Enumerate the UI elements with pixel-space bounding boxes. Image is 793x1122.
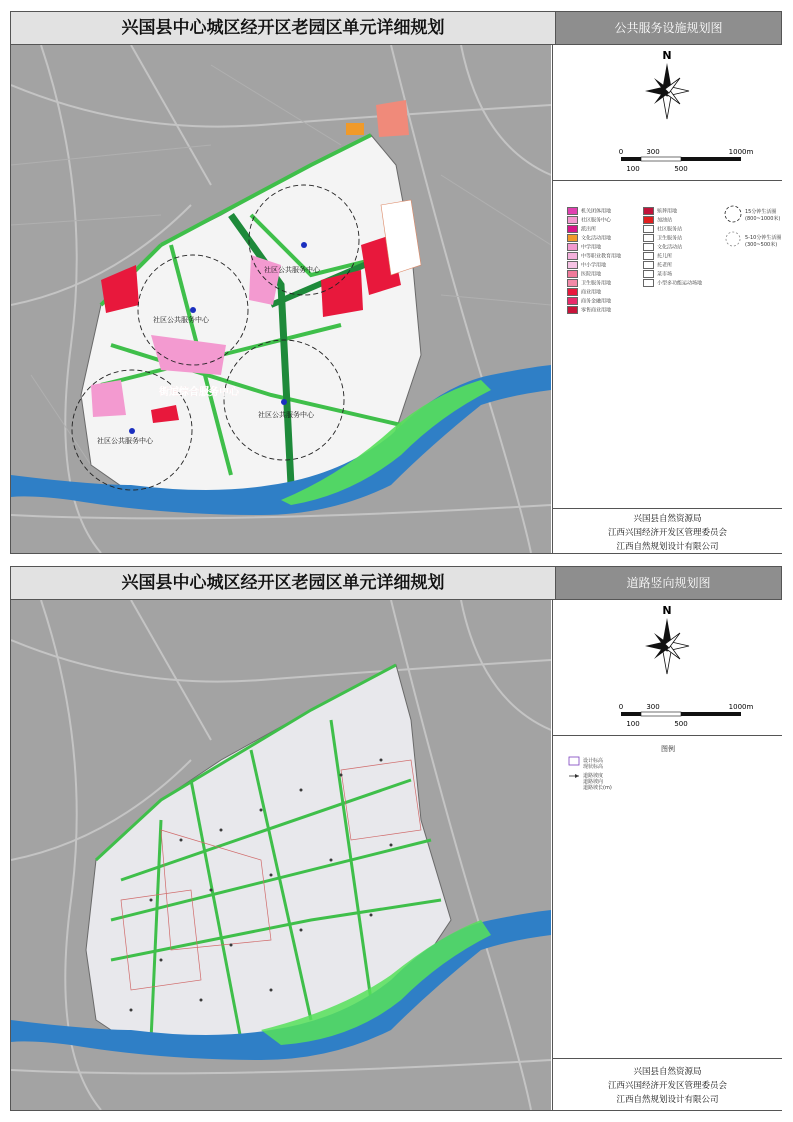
legend-label: 中等职业教育用地 (581, 253, 622, 260)
legend-item (567, 306, 611, 314)
legend-item (567, 261, 606, 269)
north-arrow-icon (645, 63, 689, 119)
sheet-title: 兴国县中心城区经开区老园区单元详细规划 (11, 567, 556, 600)
legend-label: 卫生服务站 (657, 235, 683, 242)
scale-sub-100: 100 (626, 720, 640, 728)
public-land-2 (91, 380, 126, 417)
legend-item (567, 270, 601, 278)
legend-item (643, 279, 702, 287)
north-label: N (662, 49, 672, 62)
legend-item (643, 252, 672, 260)
legend-circle-15-range: (800~1000米) (745, 216, 781, 222)
swatch (643, 234, 654, 242)
legend-circle-15: 15分钟生活圈 (745, 209, 777, 215)
swatch (567, 288, 578, 296)
swatch (567, 216, 578, 224)
swatch (567, 207, 578, 215)
legend-label: 文化活动站 (657, 244, 683, 251)
sheet-subtitle: 道路竖向规划图 (556, 567, 781, 600)
north-arrow-scale-svg (553, 600, 782, 735)
swatch (567, 270, 578, 278)
credits (553, 1065, 782, 1107)
swatch (567, 252, 578, 260)
legend-public-services (553, 181, 782, 509)
legend-label: 殡葬用地 (657, 208, 678, 215)
legend-label: 小型多功能运动场地 (657, 280, 703, 287)
label-community-center-3: 社区公共服务中心 (97, 437, 153, 445)
legend-label: 加油站 (657, 217, 673, 224)
credit-line-3: 江西自然规划设计有限公司 (616, 542, 719, 552)
swatch (567, 225, 578, 233)
swatch (567, 306, 578, 314)
sheet-public-services (10, 11, 782, 554)
legend-item (567, 279, 611, 287)
legend-slope-direction: 道路坡向 (583, 779, 604, 785)
swatch (567, 243, 578, 251)
swatch (567, 279, 578, 287)
swatch (567, 297, 578, 305)
swatch (643, 279, 654, 287)
legend-label: 医院用地 (581, 271, 602, 278)
label-community-center-2: 社区公共服务中心 (153, 316, 209, 324)
legend-label: 卫生服务用地 (581, 280, 612, 287)
legend-item (643, 216, 672, 224)
sheet-header (11, 12, 781, 45)
scale-label-0: 0 (618, 148, 624, 156)
scale-label-1000: 1000m (728, 148, 754, 156)
credit-line-2: 江西兴国经济开发区管理委员会 (607, 1081, 727, 1091)
legend-slope-length: 道路坡长(m) (583, 785, 612, 791)
swatch (643, 207, 654, 215)
legend-design-elevation: 设计标高 (583, 758, 604, 764)
scale-sub-500: 500 (674, 720, 688, 728)
legend-label: 托老所 (657, 262, 673, 269)
legend-item (643, 270, 672, 278)
legend-label: 社区服务中心 (581, 217, 612, 224)
map-canvas (11, 45, 551, 553)
scale-bar (619, 148, 754, 173)
swatch (567, 234, 578, 242)
swatch (643, 270, 654, 278)
map-public-services[interactable] (11, 45, 551, 553)
swatch (643, 243, 654, 251)
scale-bar (619, 703, 754, 728)
sheet-header (11, 567, 781, 600)
legend-road-vertical (553, 736, 782, 1059)
north-arrow-icon (645, 618, 689, 674)
label-community-center-1: 社区公共服务中心 (264, 266, 320, 274)
scale-sub-100: 100 (626, 165, 640, 173)
life-circle-icons (723, 205, 743, 255)
legend-label: 零售商业用地 (581, 307, 612, 314)
credit-line-1: 兴国县自然资源局 (633, 514, 702, 524)
legend-label: 社区服务站 (657, 226, 683, 233)
sheet-road-vertical (10, 566, 782, 1111)
legend-item (643, 261, 672, 269)
scale-label-300: 300 (646, 703, 660, 711)
legend-item (567, 216, 611, 224)
legend-item (567, 234, 611, 242)
culture-land (346, 123, 364, 135)
north-and-scale (553, 45, 782, 181)
legend-item (643, 225, 682, 233)
scale-label-1000: 1000m (728, 703, 754, 711)
legend-label: 商业用地 (581, 289, 602, 296)
credit-line-1: 兴国县自然资源局 (633, 1067, 702, 1077)
legend-label: 托儿所 (657, 253, 673, 260)
sheet-title: 兴国县中心城区经开区老园区单元详细规划 (11, 12, 556, 45)
legend-label: 中小学用地 (581, 262, 607, 269)
legend-item (567, 243, 601, 251)
legend-item (643, 207, 677, 215)
label-street-center: 街道综合服务中心 (159, 387, 239, 398)
legend-item (643, 234, 682, 242)
legend-label: 商务金融用地 (581, 298, 612, 305)
legend-item (567, 252, 621, 260)
map-road-vertical[interactable] (11, 600, 551, 1110)
scale-label-300: 300 (646, 148, 660, 156)
legend-item (567, 288, 601, 296)
side-panel (552, 45, 782, 553)
legend-item (567, 225, 596, 233)
label-community-center-4: 社区公共服务中心 (258, 411, 314, 419)
credit-line-2: 江西兴国经济开发区管理委员会 (607, 528, 727, 538)
legend-label: 菜市场 (657, 271, 673, 278)
north-and-scale (553, 600, 782, 736)
map-canvas (11, 600, 551, 1110)
land-northeast (376, 100, 409, 137)
legend-label: 中学用地 (581, 244, 602, 251)
swatch (643, 225, 654, 233)
north-label: N (662, 604, 672, 617)
legend-existing-elevation: 现状标高 (583, 764, 604, 770)
side-panel (552, 600, 782, 1110)
north-arrow-scale-svg (553, 45, 782, 180)
legend-label: 机关团体用地 (581, 208, 612, 215)
legend-road-slope: 道路坡度 (583, 773, 604, 779)
swatch (643, 261, 654, 269)
legend-heading: 图例 (661, 745, 675, 753)
scale-label-0: 0 (618, 703, 624, 711)
swatch (643, 216, 654, 224)
scale-sub-500: 500 (674, 165, 688, 173)
credits (553, 512, 782, 554)
legend-item (567, 207, 611, 215)
legend-circle-5-range: (300~500米) (745, 242, 778, 248)
credit-line-3: 江西自然规划设计有限公司 (616, 1095, 719, 1105)
legend-circle-5: 5-10分钟生活圈 (745, 235, 782, 241)
swatch (643, 252, 654, 260)
legend-symbols (567, 756, 581, 796)
sheet-subtitle: 公共服务设施规划图 (556, 12, 781, 45)
legend-label: 文化活动用地 (581, 235, 612, 242)
legend-label: 派出所 (581, 226, 597, 233)
legend-item (567, 297, 611, 305)
legend-item (643, 243, 682, 251)
swatch (567, 261, 578, 269)
